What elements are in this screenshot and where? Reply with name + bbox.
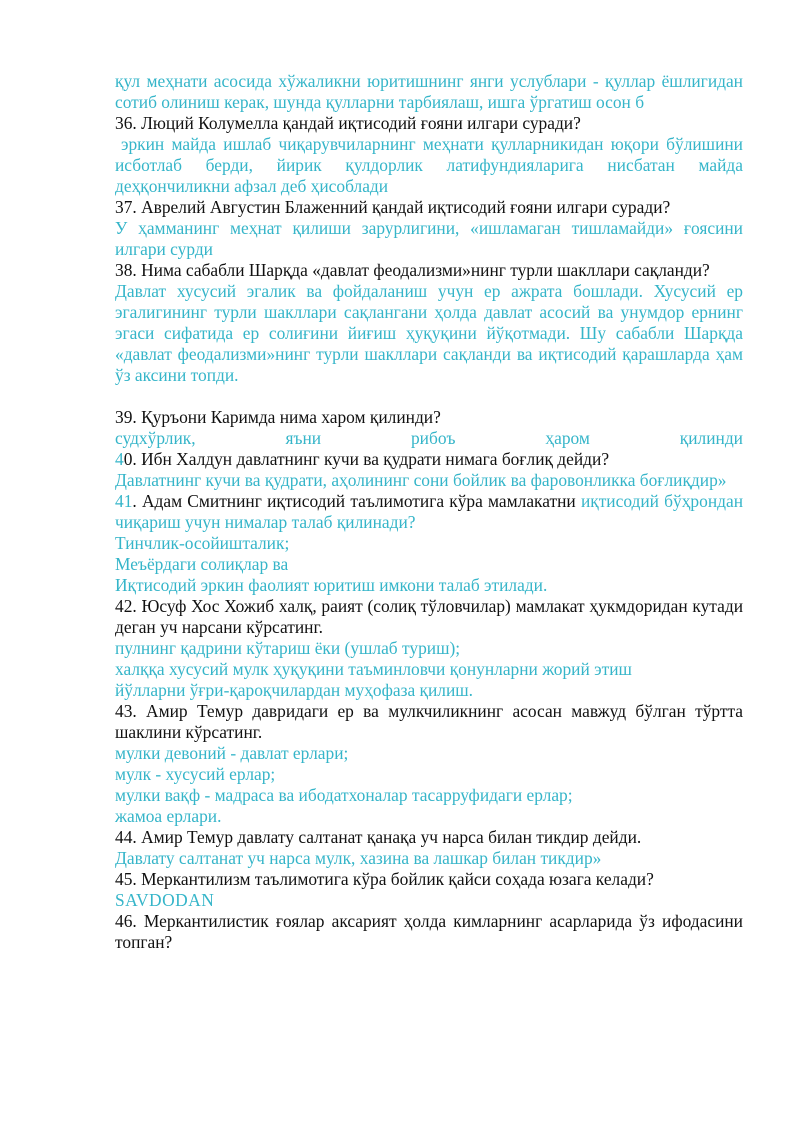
answer-44: Давлату салтанат уч нарса мулк, хазина ва лашкар билан тикдир»	[115, 848, 602, 868]
question-43: 43. Амир Темур давридаги ер ва мулкчиликнинг асосан мавжуд бўлган тўртта шаклини кўрсатинг.	[115, 701, 743, 742]
question-41-text: . Адам Смитнинг иқтисодий таълимотига кўра мамлакатни	[132, 491, 581, 511]
blank-line	[115, 386, 743, 407]
answer-42-item-3: йўлларни ўғри-қароқчилардан муҳофаза қилиш.	[115, 680, 473, 700]
answer-39: судхўрлик, яъни рибоъ ҳаром қилинди	[115, 428, 743, 448]
question-36: 36. Люций Колумелла қандай иқтисодий ғояни илгари суради?	[115, 113, 581, 133]
question-40-number: 4	[115, 449, 124, 469]
answer-35: қул меҳнати асосида хўжаликни юритишнинг янги услублари - қуллар ёшлигидан сотиб олиниш керак, шунда қулларни тарбиялаш, ишга ўргатиш осон б	[115, 71, 743, 112]
answer-38: Давлат хусусий эгалик ва фойдаланиш учун ер ажрата бошлади. Хусусий ер эгалигининг турли шакллари сақлангани ҳолда давлат асосий ва унумдор ернинг эгаси сифатида ер солиғини йиғиш ҳуқуқини йўқотмади. Шу сабабли Шарқда «давлат феодализми»нинг турли шакллари сақланди ва иқтисодий қарашларда ҳам ўз аксини топди.	[115, 281, 743, 385]
question-46: 46. Меркантилистик ғоялар аксарият ҳолда кимларнинг асарларида ўз ифодасини топган?	[115, 911, 743, 952]
question-40-text: 0. Ибн Халдун давлатнинг кучи ва қудрати нимага боғлиқ дейди?	[123, 449, 610, 469]
question-40	[115, 449, 743, 470]
answer-43-item-4: жамоа ерлари.	[115, 806, 222, 826]
answer-43-item-3: мулки вақф - мадраса ва ибодатхоналар тасарруфидаги ерлар;	[115, 785, 573, 805]
question-41	[115, 491, 743, 533]
answer-41-item-3: Иқтисодий эркин фаолият юритиш имкони талаб этилади.	[115, 575, 548, 595]
answer-41-item-1: Тинчлик-осойишталик;	[115, 533, 290, 553]
answer-37: У ҳамманинг меҳнат қилиши зарурлигини, «ишламаган тишламайди» ғоясини илгари сурди	[115, 218, 743, 259]
answer-41-item-2: Меъёрдаги солиқлар ва	[115, 554, 289, 574]
question-42: 42. Юсуф Хос Хожиб халқ, раият (солиқ тўловчилар) мамлакат ҳукмдоридан кутади деган уч нарсани кўрсатинг.	[115, 596, 743, 637]
document-page	[115, 71, 743, 953]
question-38: 38. Нима сабабли Шарқда «давлат феодализми»нинг турли шакллари сақланди?	[115, 260, 710, 280]
answer-45: SAVDODAN	[115, 890, 215, 910]
question-45: 45. Меркантилизм таълимотига кўра бойлик қайси соҳада юзага келади?	[115, 869, 654, 889]
answer-36: эркин майда ишлаб чиқарувчиларнинг меҳнати қулларникидан юқори бўлишини исботлаб берди, йирик қулдорлик латифундияларига нисбатан майда деҳқончиликни афзал деб ҳисоблади	[115, 134, 743, 196]
question-41-tail: иқтисодий бўҳрондан чиқариш учун нималар талаб қилинади?	[115, 491, 743, 532]
question-37: 37. Аврелий Августин Блаженний қандай иқтисодий ғояни илгари суради?	[115, 197, 671, 217]
answer-43-item-1: мулки девоний - давлат ерлари;	[115, 743, 349, 763]
answer-42-item-2: халққа хусусий мулк ҳуқуқини таъминловчи қонунларни жорий этиш	[115, 659, 632, 679]
answer-43-item-2: мулк - хусусий ерлар;	[115, 764, 276, 784]
question-41-number: 41	[115, 491, 133, 511]
question-39: 39. Қуръони Каримда нима харом қилинди?	[115, 407, 441, 427]
answer-42-item-1: пулнинг қадрини кўтариш ёки (ушлаб туриш);	[115, 638, 461, 658]
question-44: 44. Амир Темур давлату салтанат қанақа уч нарса билан тикдир дейди.	[115, 827, 642, 847]
answer-40: Давлатнинг кучи ва қудрати, аҳолининг сони бойлик ва фаровонликка боғлиқдир»	[115, 470, 727, 490]
